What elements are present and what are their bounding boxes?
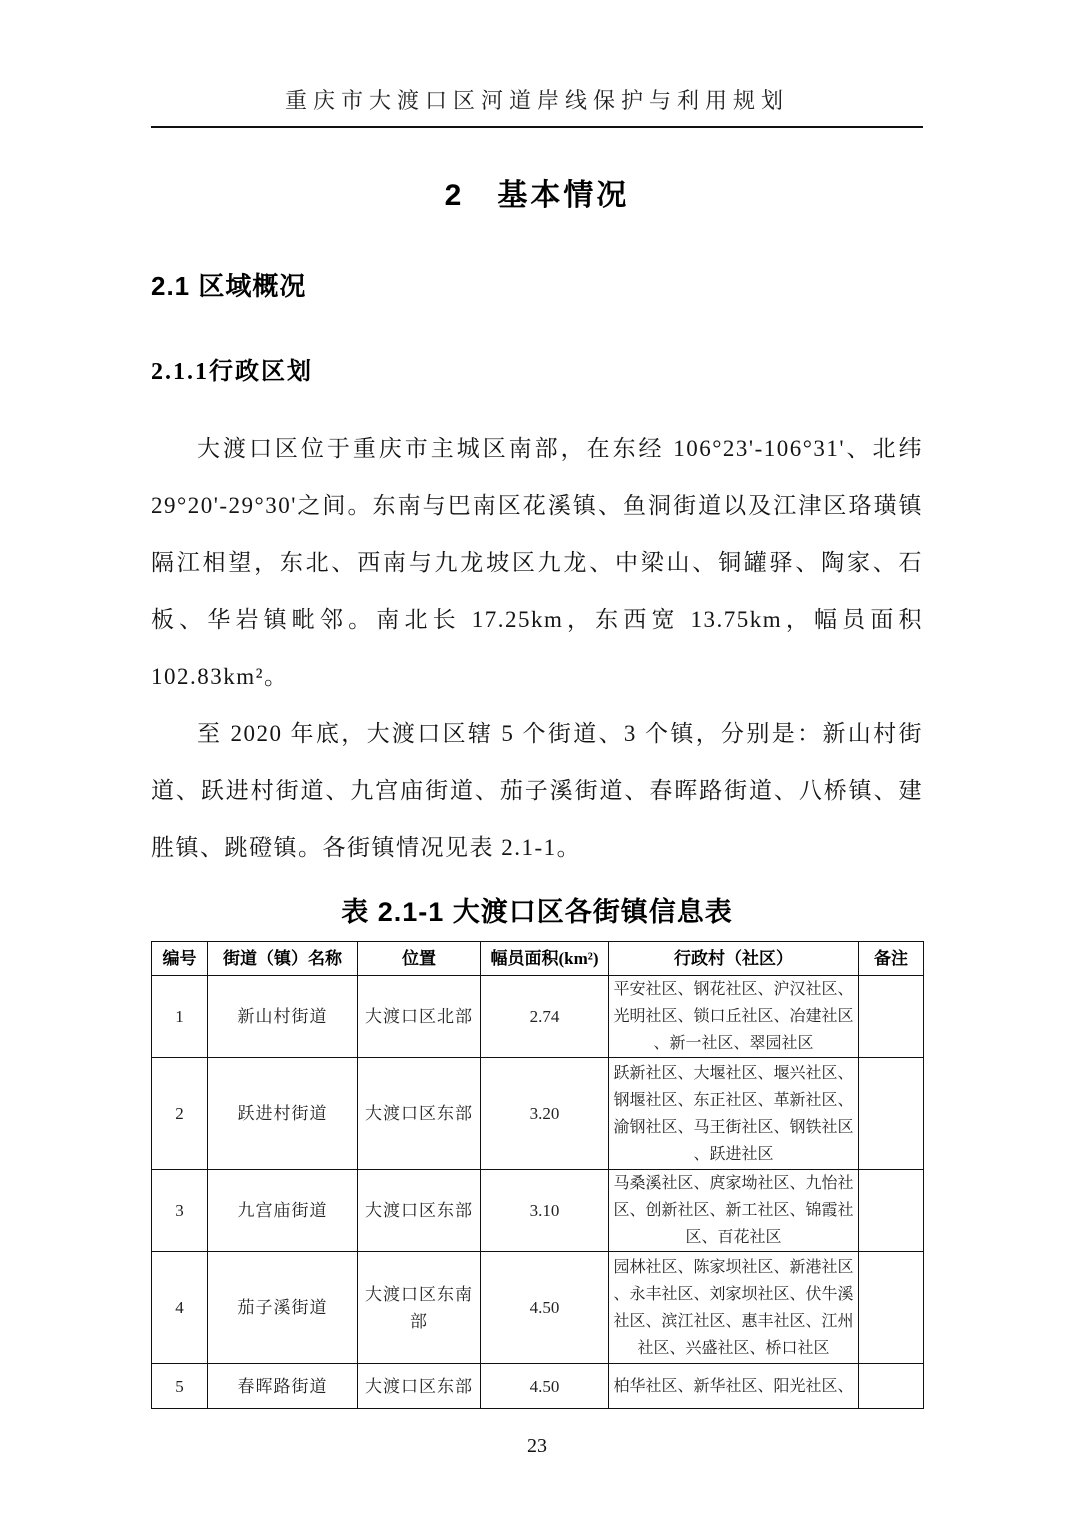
chapter-heading: 2 基本情况 <box>444 179 630 212</box>
street-town-info-table <box>151 941 924 1409</box>
table-title: 表 2.1-1 大渡口区各街镇信息表 <box>341 897 733 927</box>
cell-id: 1 <box>152 976 208 1058</box>
table-row <box>152 1170 924 1252</box>
cell-communities: 马桑溪社区、庹家坳社区、九怡社区、创新社区、新工社区、锦霞社区、百花社区 <box>609 1170 859 1252</box>
cell-id: 5 <box>152 1364 208 1409</box>
cell-location: 大渡口区东部 <box>358 1170 481 1252</box>
cell-id: 2 <box>152 1058 208 1170</box>
cell-area: 2.74 <box>481 976 609 1058</box>
section-heading: 2.1 区域概况 <box>151 271 307 301</box>
header-cell-area: 幅员面积(km²) <box>481 942 609 976</box>
cell-name: 九宫庙街道 <box>208 1170 358 1252</box>
page-content <box>151 0 923 1458</box>
cell-location: 大渡口区东部 <box>358 1058 481 1170</box>
cell-note <box>859 1252 924 1364</box>
cell-area: 3.10 <box>481 1170 609 1252</box>
cell-name: 跃进村街道 <box>208 1058 358 1170</box>
cell-note <box>859 1364 924 1409</box>
cell-communities: 平安社区、钢花社区、沪汉社区、光明社区、锁口丘社区、冶建社区、新一社区、翠园社区 <box>609 976 859 1058</box>
table-row <box>152 1252 924 1364</box>
cell-communities: 园林社区、陈家坝社区、新港社区、永丰社区、刘家坝社区、伏牛溪社区、滨江社区、惠丰社区、江州社区、兴盛社区、桥口社区 <box>609 1252 859 1364</box>
cell-name: 春晖路街道 <box>208 1364 358 1409</box>
document-header-title: 重庆市大渡口区河道岸线保护与利用规划 <box>284 88 789 113</box>
cell-note <box>859 976 924 1058</box>
cell-area: 4.50 <box>481 1252 609 1364</box>
cell-area: 3.20 <box>481 1058 609 1170</box>
table-row <box>152 1364 924 1409</box>
paragraph-admin-divisions: 至 2020 年底，大渡口区辖 5 个街道、3 个镇，分别是：新山村街道、跃进村街道、九宫庙街道、茄子溪街道、春晖路街道、八桥镇、建胜镇、跳磴镇。各街镇情况见表 2.1-1。 <box>151 721 923 860</box>
paragraph-region-overview: 大渡口区位于重庆市主城区南部，在东经 106°23'-106°31'、北纬 29°20'-29°30'之间。东南与巴南区花溪镇、鱼洞街道以及江津区珞璜镇隔江相望，东北、西南与九龙坡区九龙、中梁山、铜罐驿、陶家、石板、华岩镇毗邻。南北长 17.25km，东西宽 13.75km，幅员面积 102.83km²。 <box>151 436 923 689</box>
table-row <box>152 1058 924 1170</box>
cell-communities: 柏华社区、新华社区、阳光社区、 <box>609 1364 859 1409</box>
cell-location: 大渡口区东部 <box>358 1364 481 1409</box>
cell-area: 4.50 <box>481 1364 609 1409</box>
table-header-row <box>152 942 924 976</box>
cell-id: 3 <box>152 1170 208 1252</box>
header-rule <box>151 126 923 128</box>
cell-communities: 跃新社区、大堰社区、堰兴社区、钢堰社区、东正社区、革新社区、渝钢社区、马王街社区、钢铁社区、跃进社区 <box>609 1058 859 1170</box>
cell-location: 大渡口区北部 <box>358 976 481 1058</box>
cell-note <box>859 1058 924 1170</box>
table-row <box>152 976 924 1058</box>
header-cell-communities: 行政村（社区） <box>609 942 859 976</box>
header-cell-id: 编号 <box>152 942 208 976</box>
cell-name: 新山村街道 <box>208 976 358 1058</box>
cell-id: 4 <box>152 1252 208 1364</box>
cell-note <box>859 1170 924 1252</box>
cell-location: 大渡口区东南部 <box>358 1252 481 1364</box>
cell-name: 茄子溪街道 <box>208 1252 358 1364</box>
header-cell-note: 备注 <box>859 942 924 976</box>
page-number: 23 <box>527 1435 547 1457</box>
header-cell-location: 位置 <box>358 942 481 976</box>
header-cell-name: 街道（镇）名称 <box>208 942 358 976</box>
subsection-heading: 2.1.1行政区划 <box>151 359 313 385</box>
